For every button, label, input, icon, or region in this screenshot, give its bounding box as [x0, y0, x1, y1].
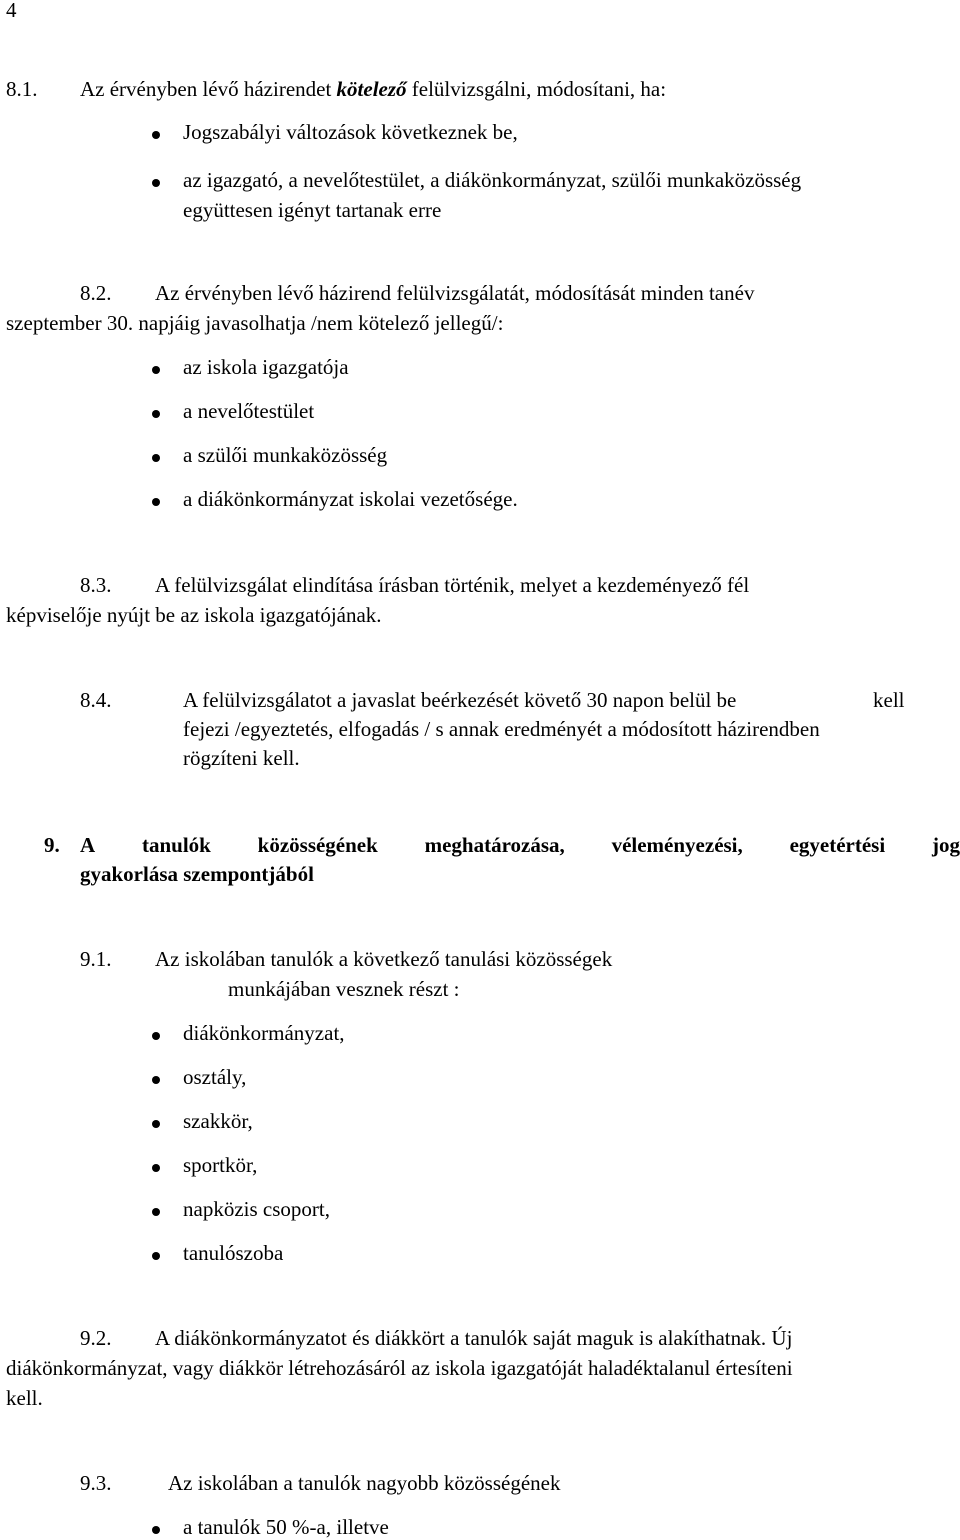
list-item: sportkör,: [183, 1153, 258, 1177]
bullet-icon: [152, 1164, 160, 1172]
section-8-3-number: 8.3.: [80, 573, 112, 597]
bullet-icon: [152, 1208, 160, 1216]
section-9-1-number: 9.1.: [80, 947, 112, 971]
section-8-4-line2: fejezi /egyeztetés, elfogadás / s annak eredményét a módosított házirendben: [183, 717, 820, 741]
section-8-1-number: 8.1.: [6, 77, 38, 101]
section-9-2-number: 9.2.: [80, 1326, 112, 1350]
list-item: a tanulók 50 %-a, illetve: [183, 1515, 389, 1539]
heading-word: jog: [931, 833, 960, 857]
list-item: a szülői munkaközösség: [183, 443, 388, 467]
bullet-icon: [152, 498, 160, 506]
section-9-2-line1: A diákönkormányzatot és diákkört a tanulók saját maguk is alakíthatnak. Új: [155, 1326, 793, 1350]
list-item: tanulószoba: [183, 1241, 284, 1265]
section-8-4-number: 8.4.: [80, 688, 112, 712]
list-item: az igazgató, a nevelőtestület, a diákönkormányzat, szülői munkaközösség: [183, 168, 802, 192]
section-8-1-emphasis: kötelező: [336, 77, 407, 101]
section-8-2-number: 8.2.: [80, 281, 112, 305]
list-item: szakkör,: [183, 1109, 253, 1133]
section-9-2-line2: diákönkormányzat, vagy diákkör létrehozásáról az iskola igazgatóját haladéktalanul értesíteni: [6, 1356, 793, 1380]
bullet-icon: [152, 1032, 160, 1040]
section-8-4-line1a: A felülvizsgálatot a javaslat beérkezését követő 30 napon belül be: [183, 688, 737, 712]
section-8-1-text-before: Az érvényben lévő házirendet: [80, 77, 337, 101]
heading-word: tanulók: [141, 833, 211, 857]
bullet-icon: [152, 410, 160, 418]
section-9-number: 9.: [44, 833, 60, 857]
heading-word: A: [80, 833, 96, 857]
section-8-3-line1: A felülvizsgálat elindítása írásban történik, melyet a kezdeményező fél: [155, 573, 750, 597]
list-item: osztály,: [183, 1065, 247, 1089]
list-item: az iskola igazgatója: [183, 355, 349, 379]
bullet-icon: [152, 179, 160, 187]
heading-word: közösségének: [257, 833, 378, 857]
heading-word: véleményezési,: [611, 833, 743, 857]
bullet-icon: [152, 1076, 160, 1084]
bullet-icon: [152, 366, 160, 374]
bullet-icon: [152, 1252, 160, 1260]
section-8-2-line1: Az érvényben lévő házirend felülvizsgálatát, módosítását minden tanév: [155, 281, 755, 305]
list-item: napközis csoport,: [183, 1197, 330, 1221]
bullet-icon: [152, 454, 160, 462]
section-9-1-line2: munkájában vesznek részt :: [228, 977, 460, 1001]
section-9-1-line1: Az iskolában tanulók a következő tanulási közösségek: [155, 947, 613, 971]
bullet-icon: [152, 1120, 160, 1128]
section-9-3-number: 9.3.: [80, 1471, 112, 1495]
section-9-3-line1: Az iskolában a tanulók nagyobb közösségének: [168, 1471, 561, 1495]
list-item: a diákönkormányzat iskolai vezetősége.: [183, 487, 518, 511]
section-9-heading-line1: [80, 833, 960, 858]
heading-word: egyetértési: [789, 833, 886, 857]
section-8-1-text-after: felülvizsgálni, módosítani, ha:: [406, 77, 667, 101]
section-9-2-line3: kell.: [6, 1386, 43, 1410]
heading-word: meghatározása,: [424, 833, 565, 857]
section-8-1-text: [80, 77, 666, 102]
list-item: diákönkormányzat,: [183, 1021, 345, 1045]
list-item-continuation: együttesen igényt tartanak erre: [183, 198, 442, 222]
section-8-3-line2: képviselője nyújt be az iskola igazgatójának.: [6, 603, 382, 627]
page-number: 4: [6, 0, 17, 22]
bullet-icon: [152, 1526, 160, 1534]
section-9-heading-line2: gyakorlása szempontjából: [80, 862, 314, 886]
section-8-2-line2: szeptember 30. napjáig javasolhatja /nem kötelező jellegű/:: [6, 311, 504, 335]
list-item: a nevelőtestület: [183, 399, 315, 423]
list-item: Jogszabályi változások következnek be,: [183, 120, 518, 144]
bullet-icon: [152, 131, 160, 139]
section-8-4-line3: rögzíteni kell.: [183, 746, 300, 770]
section-8-4-line1b: kell: [873, 688, 905, 712]
